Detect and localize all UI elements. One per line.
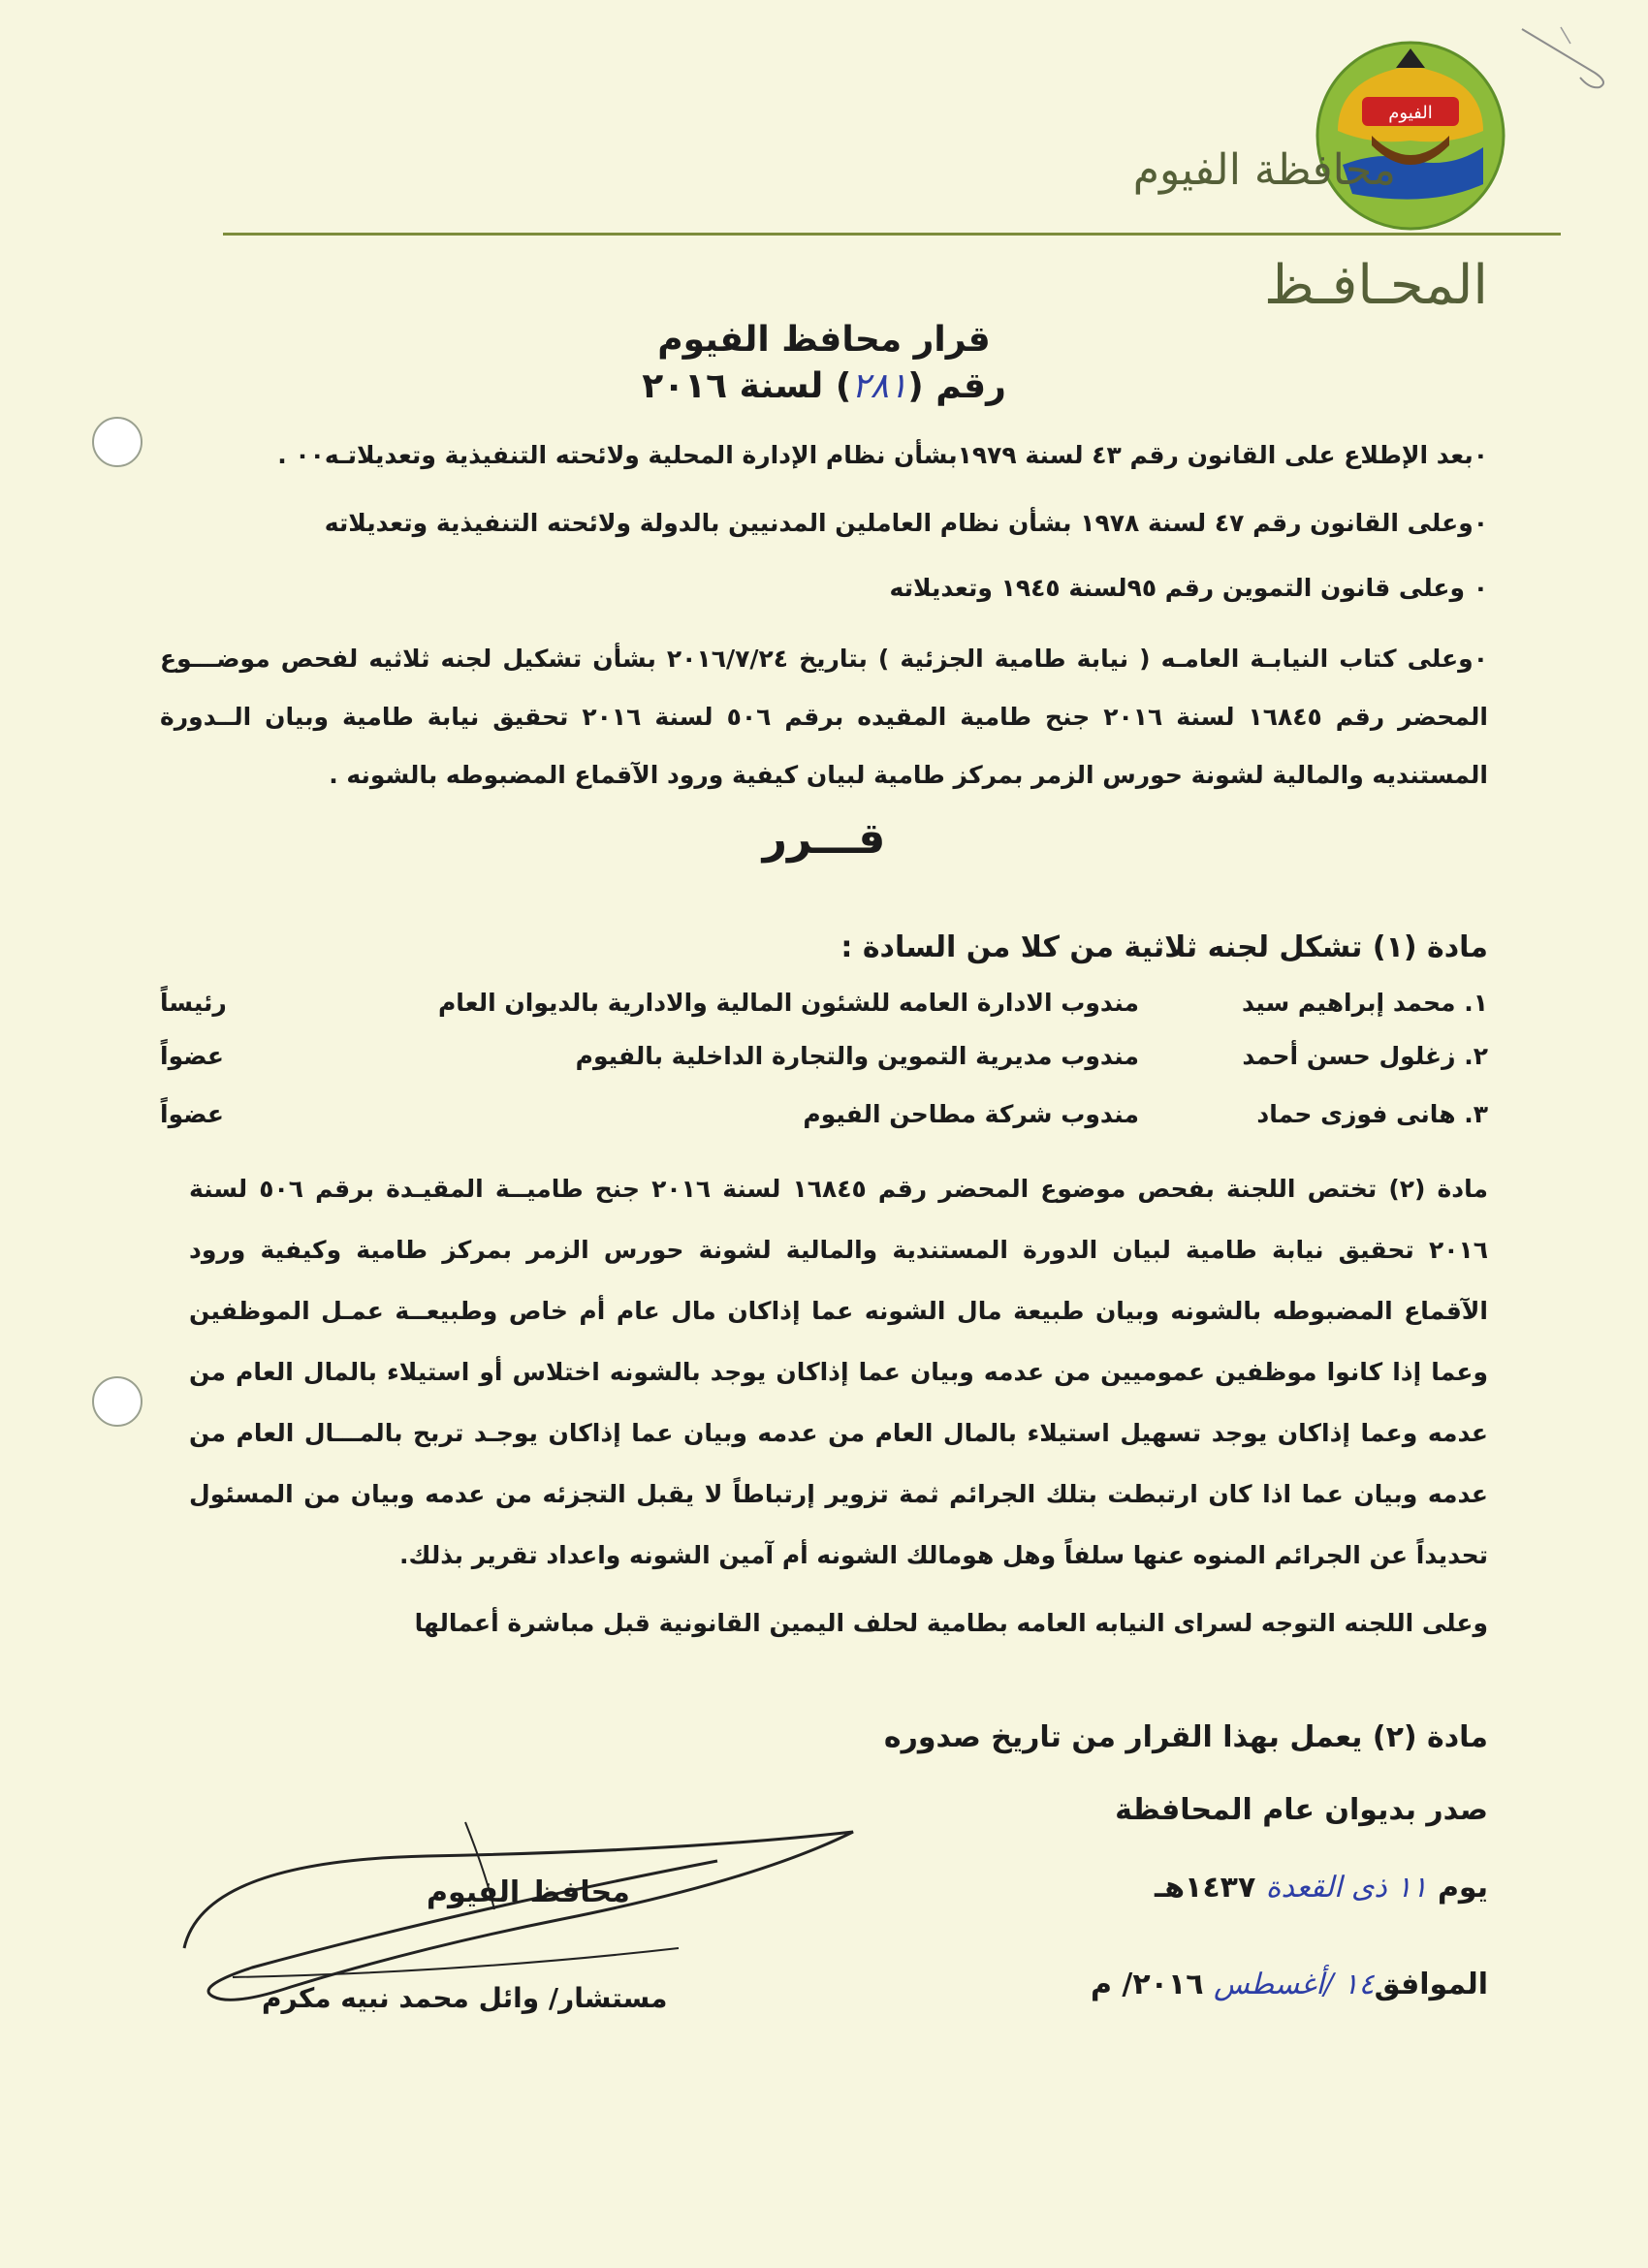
decision-number: ٢٨١ bbox=[851, 366, 908, 406]
member-name: ١. محمد إبراهيم سيد bbox=[1241, 989, 1488, 1017]
day-label: يوم bbox=[1437, 1871, 1488, 1905]
number-suffix: ) لسنة ٢٠١٦ bbox=[642, 366, 852, 406]
gregorian-date-handwritten: ١٤ /أغسطس bbox=[1214, 1968, 1375, 2001]
punch-hole bbox=[92, 417, 143, 467]
issued-place: صدر بديوان عام المحافظة bbox=[1115, 1793, 1488, 1827]
preamble-line-3: ٠ وعلى قانون التموين رقم ٩٥لسنة ١٩٤٥ وتعديلاته bbox=[889, 574, 1488, 602]
member-role: مندوب الادارة العامه للشئون المالية والادارية بالديوان العام bbox=[437, 989, 1139, 1017]
article-2-paragraph: مادة (٢) تختص اللجنة بفحص موضوع المحضر رقم ١٦٨٤٥ لسنة ٢٠١٦ جنح طاميــة المقيـدة برقم ٥٠٦ لسنة ٢٠١٦ تحقيق نيابة طامية لبيان الدورة المستندية والمالية لشونة حورس الزمر بمركز طامية وكيفية ورود الآقماع المضبوطه بالشونه وبيان طبيعة مال الشونه عما إذاكان مال عام أم خاص وطبيعــة عمـل الموظفين وعما إذا كانوا موظفين عموميين من عدمه وبيان عما إذاكان يوجد بالشونه اختلاس أو استيلاء بالمال العام من عدمه وعما إذاكان يوجد تسهيل استيلاء بالمال العام من عدمه وبيان عما إذاكان يوجـد تربح بالمـــال العام من عدمه وبيان عما اذا كان ارتبطت بتلك الجرائم ثمة تزوير إرتباطاً لا يقبل التجزئه من عدمه وبيان من المسئول تحديداً عن الجرائم المنوه عنها سلفاً وهل هومالك الشونه أم آمين الشونه واعداد تقرير بذلك. bbox=[189, 1175, 1488, 1569]
member-position: عضواً bbox=[160, 1042, 224, 1070]
preamble-line-2: ٠وعلى القانون رقم ٤٧ لسنة ١٩٧٨ بشأن نظام العاملين المدنيين بالدولة ولائحته التنفيذية وتعديلاته bbox=[324, 509, 1488, 537]
member-position: رئيساً bbox=[160, 989, 227, 1017]
issued-gregorian-date bbox=[1091, 1968, 1488, 2001]
decision-number-line bbox=[0, 366, 1648, 406]
issued-hijri-date bbox=[1155, 1871, 1488, 1905]
header-rule bbox=[223, 233, 1561, 236]
member-position: عضواً bbox=[160, 1100, 224, 1128]
preamble-line-1: ٠بعد الإطلاع على القانون رقم ٤٣ لسنة ١٩٧٩بشأن نظام الإدارة المحلية ولائحته التنفيذية وتعديلاتـه٠٠ . bbox=[277, 441, 1488, 469]
member-role: مندوب مديرية التموين والتجارة الداخلية بالفيوم bbox=[575, 1042, 1139, 1070]
office-title: المحـافـظ bbox=[1264, 254, 1488, 317]
hijri-year: ١٤٣٧هـ bbox=[1154, 1871, 1256, 1905]
staple-mark bbox=[1503, 19, 1629, 97]
article-3-text: مادة (٢) يعمل بهذا القرار من تاريخ صدوره bbox=[883, 1720, 1488, 1754]
punch-hole bbox=[92, 1376, 143, 1427]
gregorian-year: ٢٠١٦/ م bbox=[1090, 1968, 1204, 2001]
member-row bbox=[160, 1042, 1488, 1081]
signatory-title: محافظ الفيوم bbox=[427, 1875, 630, 1909]
preamble-paragraph-4: ٠وعلى كتاب النيابـة العامـه ( نيابة طامية الجزئية ) بتاريخ ٢٠١٦/٧/٢٤ بشأن تشكيل لجنه ثلاثيه لفحص موضـــوع المحضر رقم ١٦٨٤٥ لسنة ٢٠١٦ جنح طامية المقيده برقم ٥٠٦ لسنة ٢٠١٦ تحقيق نيابة طامية وبيان الــدورة المستنديه والمالية لشونة حورس الزمر بمركز طامية لبيان كيفية ورود الآقماع المضبوطه بالشونه . bbox=[160, 645, 1488, 789]
article-1-heading: مادة (١) تشكل لجنه ثلاثية من كلا من السادة : bbox=[840, 930, 1488, 964]
logo-lettering: الفيوم bbox=[1388, 103, 1433, 123]
governorate-name: محافظة الفيوم bbox=[1132, 145, 1396, 195]
member-name: ٢. زغلول حسن أحمد bbox=[1242, 1042, 1488, 1070]
hijri-date-handwritten: ١١ ذى القعدة bbox=[1265, 1871, 1428, 1905]
member-row bbox=[160, 989, 1488, 1027]
article-2-oath: وعلى اللجنه التوجه لسراى النيابه العامه بطامية لحلف اليمين القانونية قبل مباشرة أعمالها bbox=[414, 1609, 1488, 1637]
signatory-name: مستشار/ وائل محمد نبيه مكرم bbox=[262, 1982, 668, 2014]
member-row bbox=[160, 1100, 1488, 1139]
corresponding-label: الموافق bbox=[1374, 1968, 1488, 2001]
member-name: ٣. هانى فوزى حماد bbox=[1256, 1100, 1488, 1128]
governorate-logo bbox=[1314, 39, 1507, 233]
decides-heading: قـــرر bbox=[762, 814, 886, 864]
decision-title: قرار محافظ الفيوم bbox=[657, 320, 991, 360]
number-prefix: رقم ( bbox=[907, 366, 1006, 406]
member-role: مندوب شركة مطاحن الفيوم bbox=[803, 1100, 1139, 1128]
